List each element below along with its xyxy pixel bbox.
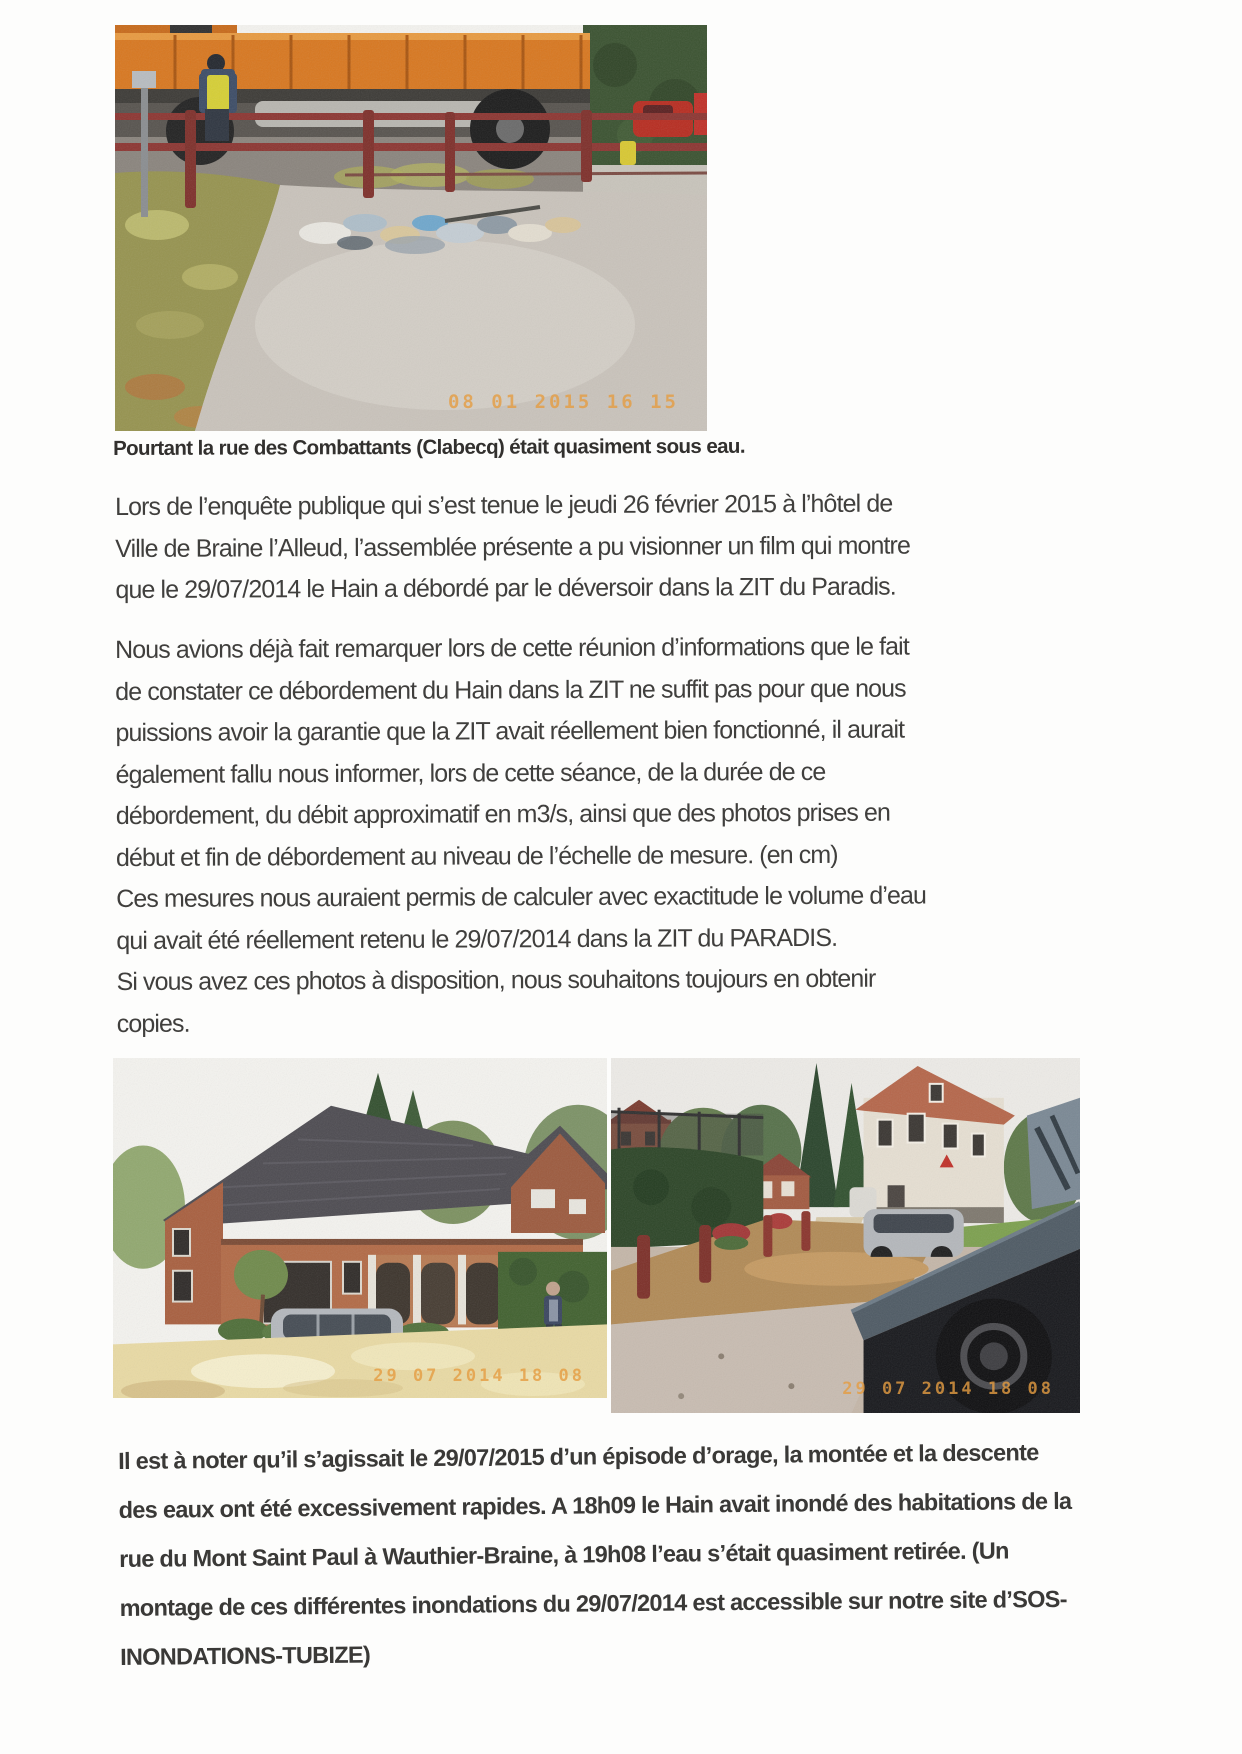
photo-caption: Pourtant la rue des Combattants (Clabecq) était quasiment sous eau. — [113, 434, 745, 460]
footer-note — [118, 1426, 1230, 1682]
text-line: Si vous avez ces photos à disposition, nous souhaitons toujours en obtenir — [116, 964, 876, 996]
text-line: de constater ce débordement du Hain dans la ZIT ne suffit pas pour que nous — [115, 674, 906, 706]
text-line: Nous avions déjà fait remarquer lors de cette réunion d’informations que le fait — [115, 632, 909, 664]
text-line: puissions avoir la garantie que la ZIT avait réellement bien fonctionné, il aurait — [115, 715, 905, 747]
text-line: début et fin de débordement au niveau de l’échelle de mesure. (en cm) — [115, 840, 838, 872]
text-line: des eaux ont été excessivement rapides. A 18h09 le Hain avait inondé des habitations de la — [118, 1487, 1072, 1523]
flooded-road-illustration — [611, 1058, 1080, 1413]
body-paragraph-1 — [115, 483, 1116, 612]
text-line: Ville de Braine l’Alleud, l’assemblée présente a pu visionner un film qui montre — [115, 531, 911, 563]
body-paragraph-2 — [115, 626, 1117, 1045]
text-line: Il est à noter qu’il s’agissait le 29/07/2015 d’un épisode d’orage, la montée et la descente — [118, 1439, 1039, 1474]
text-line: rue du Mont Saint Paul à Wauthier-Braine, à 19h08 l’eau s’était quasiment retirée. (Un — [119, 1537, 1009, 1572]
text-line: Ces mesures nous auraient permis de calculer avec exactitude le volume d’eau — [116, 881, 927, 913]
photo-timestamp: 29 07 2014 18 08 — [373, 1366, 585, 1386]
text-line: copies. — [116, 1009, 190, 1038]
text-line: qui avait été réellement retenu le 29/07/2014 dans la ZIT du PARADIS. — [116, 923, 838, 955]
photo-timestamp: 29 07 2014 18 08 — [842, 1379, 1054, 1399]
text-line: débordement, du débit approximatif en m3/s, ainsi que des photos prises en — [115, 798, 891, 830]
text-line: INONDATIONS-TUBIZE) — [119, 1641, 371, 1670]
flooded-house-illustration — [113, 1058, 607, 1398]
flooded-road-towtruck-photo — [611, 1058, 1080, 1413]
text-line: que le 29/07/2014 le Hain a débordé par le déversoir dans la ZIT du Paradis. — [115, 572, 896, 604]
text-line: montage de ces différentes inondations du 29/07/2014 est accessible sur notre site d’SOS- — [119, 1585, 1067, 1621]
flooded-street-truck-photo — [115, 25, 707, 431]
truck-photo-illustration — [115, 25, 707, 431]
text-line: Lors de l’enquête publique qui s’est tenue le jeudi 26 février 2015 à l’hôtel de — [115, 489, 893, 521]
photo-timestamp: 08 01 2015 16 15 — [447, 391, 679, 413]
text-line: également fallu nous informer, lors de cette séance, de la durée de ce — [115, 757, 826, 789]
flooded-house-photo — [113, 1058, 607, 1398]
